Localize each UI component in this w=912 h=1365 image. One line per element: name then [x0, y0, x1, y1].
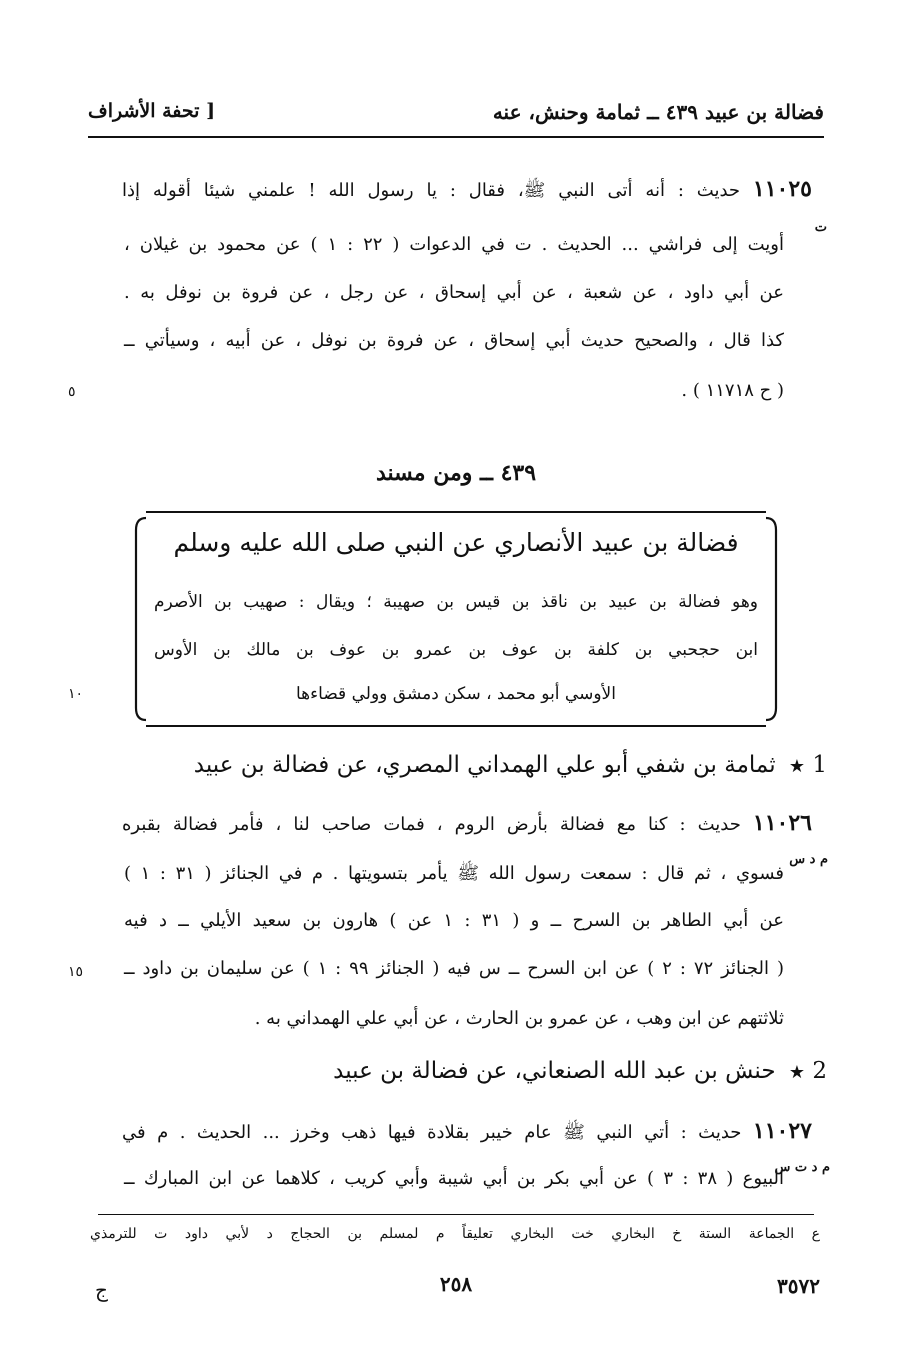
hadith-11027-siglum: م د ت س [774, 1160, 830, 1175]
hadith-11025-line-2: أويت إلى فراشي ... الحديث . ت في الدعوات ( ٢٢ : ١ ) عن محمود بن غيلان ، [124, 234, 785, 255]
companion-name: فضالة بن عبيد الأنصاري عن النبي صلى الله عليه وسلم [173, 528, 739, 557]
margin-line-number-10: ١٠ [68, 686, 84, 702]
hadith-11025-siglum: ت [814, 220, 827, 235]
narrator-name: حنش بن عبد الله الصنعاني، عن فضالة بن عبيد [333, 1058, 776, 1084]
narrator-index: 1 [812, 752, 827, 778]
bio-line-3: الأوسي أبو محمد ، سكن دمشق وولي قضاءها [296, 684, 616, 704]
running-head [88, 96, 824, 132]
hadith-number: ١١٠٢٧ [752, 1118, 812, 1144]
star-icon: ★ [788, 756, 806, 777]
narrator-index: 2 [812, 1058, 827, 1084]
hadith-11026-line-1: ١١٠٢٦ حديث : كنا مع فضالة بأرض الروم ، فمات صاحب لنا ، فأمر فضالة بقبره [122, 810, 812, 836]
section-title: ٤٣٩ ــ ومن مسند [375, 460, 537, 486]
narrator-heading-1 [194, 752, 827, 778]
hadith-number: ١١٠٢٦ [752, 810, 812, 836]
hadith-11025-line-1: ١١٠٢٥ حديث : أنه أتى النبي ﷺ، فقال : يا رسول الله ! علمني شيئا أقوله إذا [122, 176, 812, 202]
hadith-number: ١١٠٢٥ [752, 176, 812, 202]
hadith-11026-line-2: فسوي ، ثم قال : سمعت رسول الله ﷺ يأمر بتسويتها . م في الجنائز ( ٣١ : ١ ) [124, 863, 784, 884]
header-rule [88, 136, 824, 138]
margin-line-number-15: ١٥ [68, 964, 84, 980]
narrator-bio-box [132, 508, 780, 730]
abbreviations-key: ع الجماعة الستة خ البخاري خت البخاري تعليقاً م لمسلم بن الحجاج د لأبي داود ت للترمذي [90, 1226, 820, 1242]
volume-serial: ٣٥٧٢ [777, 1274, 820, 1298]
star-icon: ★ [788, 1062, 806, 1083]
hadith-11026-line-3: عن أبي الطاهر بن السرح ــ و ( ٣١ : ١ عن ) هارون بن سعيد الأيلي ــ د فيه [124, 910, 784, 931]
narrator-heading-2 [333, 1058, 827, 1084]
bio-line-2: ابن حجحبي بن كلفة بن عوف بن عمرو بن عوف بن مالك بن الأوس [154, 640, 758, 660]
hadith-11027-line-1: ١١٠٢٧ حديث : أتي النبي ﷺ عام خيبر بقلادة فيها ذهب وخرز ... الحديث . م في [122, 1118, 812, 1144]
narrator-name: ثمامة بن شفي أبو علي الهمداني المصري، عن فضالة بن عبيد [193, 752, 776, 778]
hadith-11026-siglum: م د س [789, 852, 828, 867]
hadith-11025-line-4: كذا قال ، والصحيح حديث أبي إسحاق ، عن فروة بن نوفل ، عن أبيه ، وسيأتي ــ [124, 330, 784, 351]
hadith-11026-line-5: ثلاثتهم عن ابن وهب ، عن عمرو بن الحارث ، عن أبي علي الهمداني به . [254, 1008, 784, 1029]
running-head-title: فضالة بن عبيد ٤٣٩ ــ ثمامة وحنش، عنه [492, 100, 824, 124]
hadith-11026-line-4: ( الجنائز ٧٢ : ٢ ) عن ابن السرح ــ س فيه ( الجنائز ٩٩ : ١ ) عن سليمان بن داود ــ [124, 958, 784, 979]
bio-line-1: وهو فضالة بن عبيد بن ناقذ بن قيس بن صهيبة ؛ ويقال : صهيب بن الأصرم [154, 592, 758, 612]
page-number: ٢٥٨ [439, 1272, 473, 1296]
hadith-11027-line-2: البيوع ( ٣٨ : ٣ ) عن أبي بكر بن أبي شيبة وأبي كريب ، كلاهما عن ابن المبارك ــ [124, 1168, 784, 1189]
running-head-book: [ تحفة الأشراف [88, 100, 216, 122]
margin-line-number-5: ٥ [68, 384, 76, 400]
footnote-rule [98, 1214, 814, 1215]
hadith-11025-line-5: ( ح ١١٧١٨ ) . [681, 380, 784, 401]
juz-mark: ج [95, 1278, 108, 1302]
hadith-11025-line-3: عن أبي داود ، عن شعبة ، عن أبي إسحاق ، عن رجل ، عن فروة بن نوفل به . [124, 282, 784, 303]
